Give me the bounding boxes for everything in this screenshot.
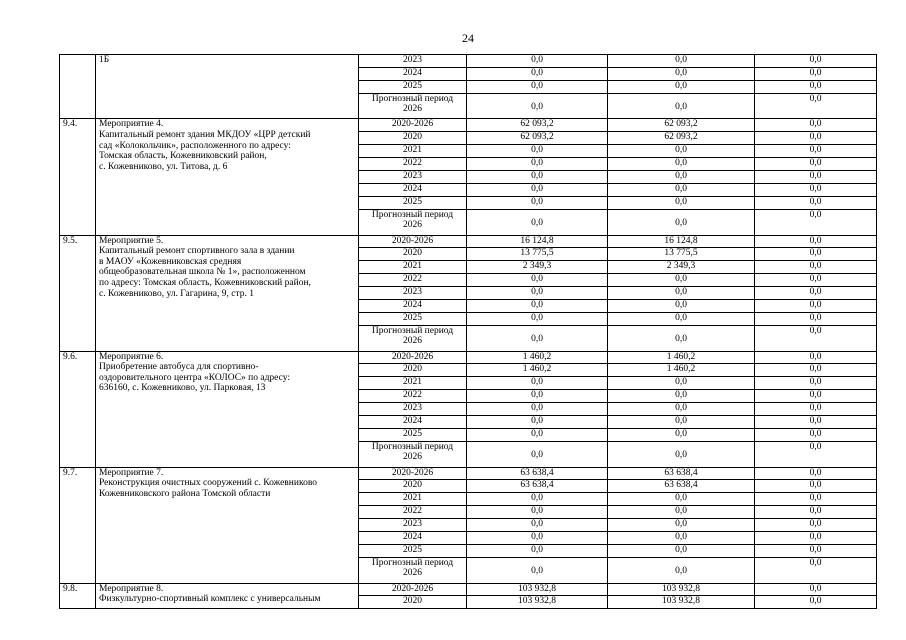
other-value-cell: 0,0 (755, 183, 877, 196)
table-row (60, 583, 877, 596)
period-cell: 2022 (359, 158, 467, 171)
budget-table-body (60, 55, 877, 609)
total-value-cell: 0,0 (467, 55, 608, 68)
local-budget-value-cell: 62 093,2 (608, 132, 755, 145)
total-value-cell: 0,0 (467, 171, 608, 184)
total-value-cell: 0,0 (467, 506, 608, 519)
description-line: Физкультурно-спортивный комплекс с универсальным (99, 594, 321, 605)
other-value-cell: 0,0 (755, 196, 877, 209)
local-budget-value-cell: 0,0 (608, 532, 755, 545)
period-cell: Прогнозный период 2026 (359, 557, 467, 583)
page-number: 24 (462, 31, 474, 45)
total-value-cell: 0,0 (467, 158, 608, 171)
description-line: с. Кожевниково, ул. Гагарина, 9, стр. 1 (99, 288, 254, 299)
other-value-cell: 0,0 (755, 415, 877, 428)
table-row (60, 119, 877, 132)
other-value-cell: 0,0 (755, 377, 877, 390)
period-cell: 2025 (359, 196, 467, 209)
local-budget-value-cell: 0,0 (608, 171, 755, 184)
local-budget-value-cell: 0,0 (608, 287, 755, 300)
period-cell: 2024 (359, 532, 467, 545)
total-value-cell: 62 093,2 (467, 119, 608, 132)
period-cell: 2020 (359, 364, 467, 377)
total-value-cell: 0,0 (467, 274, 608, 287)
total-value-cell: 0,0 (467, 403, 608, 416)
local-budget-value-cell: 0,0 (608, 390, 755, 403)
period-cell: 2020-2026 (359, 119, 467, 132)
description-line: Капитальный ремонт спортивного зала в здании (99, 246, 295, 257)
description-line: с. Кожевниково, ул. Титова, д. 6 (99, 161, 228, 172)
local-budget-value-cell: 13 775,5 (608, 248, 755, 261)
description-line: 1Б (99, 55, 110, 65)
measure-number: 9.5. (60, 235, 96, 351)
measure-number: 9.4. (60, 119, 96, 235)
total-value-cell: 103 932,8 (467, 583, 608, 596)
other-value-cell: 0,0 (755, 158, 877, 171)
total-value-cell: 0,0 (467, 415, 608, 428)
other-value-cell: 0,0 (755, 261, 877, 274)
total-value-cell: 0,0 (467, 145, 608, 158)
measure-number: 9.8. (60, 583, 96, 609)
measure-number (60, 55, 96, 119)
other-value-cell: 0,0 (755, 480, 877, 493)
period-cell: 2024 (359, 299, 467, 312)
total-value-cell: 0,0 (467, 80, 608, 93)
total-value-cell: 0,0 (467, 532, 608, 545)
other-value-cell: 0,0 (755, 299, 877, 312)
total-value-cell: 0,0 (467, 183, 608, 196)
total-value-cell: 0,0 (467, 325, 608, 351)
table-row (60, 467, 877, 480)
total-value-cell: 2 349,3 (467, 261, 608, 274)
local-budget-value-cell: 0,0 (608, 441, 755, 467)
period-cell: 2020-2026 (359, 351, 467, 364)
local-budget-value-cell: 0,0 (608, 158, 755, 171)
local-budget-value-cell: 0,0 (608, 299, 755, 312)
other-value-cell: 0,0 (755, 390, 877, 403)
period-cell: Прогнозный период 2026 (359, 93, 467, 119)
other-value-cell: 0,0 (755, 145, 877, 158)
table-row (60, 235, 877, 248)
other-value-cell: 0,0 (755, 235, 877, 248)
local-budget-value-cell: 0,0 (608, 415, 755, 428)
period-cell: 2025 (359, 80, 467, 93)
local-budget-value-cell: 2 349,3 (608, 261, 755, 274)
measure-description (96, 467, 359, 583)
other-value-cell: 0,0 (755, 557, 877, 583)
period-cell: 2025 (359, 428, 467, 441)
other-value-cell: 0,0 (755, 248, 877, 261)
local-budget-value-cell: 0,0 (608, 145, 755, 158)
description-line: Капитальный ремонт здания МКДОУ «ЦРР детский (99, 130, 311, 141)
local-budget-value-cell: 1 460,2 (608, 351, 755, 364)
total-value-cell: 0,0 (467, 544, 608, 557)
description-line: Мероприятие 5. (99, 235, 164, 246)
total-value-cell: 63 638,4 (467, 480, 608, 493)
other-value-cell: 0,0 (755, 209, 877, 235)
period-cell: 2021 (359, 493, 467, 506)
local-budget-value-cell: 16 124,8 (608, 235, 755, 248)
local-budget-value-cell: 103 932,8 (608, 596, 755, 609)
other-value-cell: 0,0 (755, 55, 877, 68)
total-value-cell: 0,0 (467, 93, 608, 119)
other-value-cell: 0,0 (755, 493, 877, 506)
description-line: Мероприятие 7. (99, 467, 164, 478)
total-value-cell: 0,0 (467, 390, 608, 403)
other-value-cell: 0,0 (755, 583, 877, 596)
table-row (60, 351, 877, 364)
total-value-cell: 0,0 (467, 287, 608, 300)
measure-description (96, 351, 359, 467)
period-cell: 2024 (359, 183, 467, 196)
other-value-cell: 0,0 (755, 287, 877, 300)
local-budget-value-cell: 0,0 (608, 403, 755, 416)
total-value-cell: 0,0 (467, 209, 608, 235)
total-value-cell: 0,0 (467, 441, 608, 467)
description-line: Реконструкция очистных сооружений с. Кожевниково (99, 478, 318, 489)
total-value-cell: 62 093,2 (467, 132, 608, 145)
local-budget-value-cell: 0,0 (608, 325, 755, 351)
period-cell: 2022 (359, 274, 467, 287)
period-cell: 2023 (359, 287, 467, 300)
total-value-cell: 0,0 (467, 428, 608, 441)
description-line: Мероприятие 4. (99, 119, 164, 130)
description-line: сад «Колокольчик», расположенного по адресу: (99, 140, 291, 151)
period-cell: 2020 (359, 248, 467, 261)
total-value-cell: 0,0 (467, 312, 608, 325)
period-cell: 2023 (359, 171, 467, 184)
period-cell: 2021 (359, 261, 467, 274)
measure-description (96, 55, 359, 119)
local-budget-value-cell: 0,0 (608, 493, 755, 506)
description-line: по адресу: Томская область, Кожевниковский район, (99, 278, 311, 288)
description-line: Мероприятие 6. (99, 351, 164, 362)
local-budget-value-cell: 63 638,4 (608, 467, 755, 480)
local-budget-value-cell: 0,0 (608, 506, 755, 519)
description-line: оздоровительного центра «КОЛОС» по адресу: (99, 372, 290, 383)
period-cell: 2020-2026 (359, 583, 467, 596)
period-cell: Прогнозный период 2026 (359, 441, 467, 467)
period-cell: 2020 (359, 480, 467, 493)
description-line: Томская область, Кожевниковский район, (99, 151, 267, 162)
local-budget-value-cell: 0,0 (608, 312, 755, 325)
other-value-cell: 0,0 (755, 441, 877, 467)
description-line: Кожевниковского района Томской области (99, 488, 271, 499)
measure-number: 9.7. (60, 467, 96, 583)
local-budget-value-cell: 0,0 (608, 209, 755, 235)
total-value-cell: 13 775,5 (467, 248, 608, 261)
period-cell: 2020 (359, 596, 467, 609)
measure-description (96, 583, 359, 609)
period-cell: 2021 (359, 377, 467, 390)
total-value-cell: 0,0 (467, 196, 608, 209)
total-value-cell: 0,0 (467, 299, 608, 312)
period-cell: 2023 (359, 55, 467, 68)
measure-description (96, 235, 359, 351)
total-value-cell: 0,0 (467, 493, 608, 506)
local-budget-value-cell: 0,0 (608, 80, 755, 93)
description-line: Мероприятие 8. (99, 583, 164, 594)
measure-description (96, 119, 359, 235)
total-value-cell: 0,0 (467, 67, 608, 80)
total-value-cell: 63 638,4 (467, 467, 608, 480)
total-value-cell: 0,0 (467, 377, 608, 390)
other-value-cell: 0,0 (755, 67, 877, 80)
local-budget-value-cell: 0,0 (608, 519, 755, 532)
measure-number: 9.6. (60, 351, 96, 467)
period-cell: 2024 (359, 415, 467, 428)
total-value-cell: 1 460,2 (467, 351, 608, 364)
total-value-cell: 16 124,8 (467, 235, 608, 248)
local-budget-value-cell: 0,0 (608, 274, 755, 287)
period-cell: 2024 (359, 67, 467, 80)
total-value-cell: 1 460,2 (467, 364, 608, 377)
other-value-cell: 0,0 (755, 274, 877, 287)
local-budget-value-cell: 0,0 (608, 557, 755, 583)
local-budget-value-cell: 0,0 (608, 196, 755, 209)
budget-table (59, 54, 877, 609)
other-value-cell: 0,0 (755, 596, 877, 609)
period-cell: 2023 (359, 519, 467, 532)
table-row (60, 55, 877, 68)
description-line: общеобразовательная школа № 1», расположенном (99, 267, 306, 278)
period-cell: 2021 (359, 145, 467, 158)
period-cell: 2023 (359, 403, 467, 416)
period-cell: 2020 (359, 132, 467, 145)
local-budget-value-cell: 0,0 (608, 183, 755, 196)
total-value-cell: 0,0 (467, 557, 608, 583)
period-cell: 2020-2026 (359, 467, 467, 480)
total-value-cell: 0,0 (467, 519, 608, 532)
other-value-cell: 0,0 (755, 403, 877, 416)
other-value-cell: 0,0 (755, 364, 877, 377)
local-budget-value-cell: 103 932,8 (608, 583, 755, 596)
local-budget-value-cell: 63 638,4 (608, 480, 755, 493)
period-cell: Прогнозный период 2026 (359, 209, 467, 235)
other-value-cell: 0,0 (755, 171, 877, 184)
period-cell: Прогнозный период 2026 (359, 325, 467, 351)
local-budget-value-cell: 0,0 (608, 55, 755, 68)
other-value-cell: 0,0 (755, 428, 877, 441)
other-value-cell: 0,0 (755, 506, 877, 519)
local-budget-value-cell: 0,0 (608, 428, 755, 441)
total-value-cell: 103 932,8 (467, 596, 608, 609)
period-cell: 2022 (359, 506, 467, 519)
local-budget-value-cell: 0,0 (608, 93, 755, 119)
description-line: 636160, с. Кожевниково, ул. Парковая, 13 (99, 383, 266, 394)
local-budget-value-cell: 0,0 (608, 544, 755, 557)
other-value-cell: 0,0 (755, 467, 877, 480)
other-value-cell: 0,0 (755, 80, 877, 93)
other-value-cell: 0,0 (755, 519, 877, 532)
other-value-cell: 0,0 (755, 132, 877, 145)
description-line: Приобретение автобуса для спортивно- (99, 362, 259, 373)
other-value-cell: 0,0 (755, 351, 877, 364)
other-value-cell: 0,0 (755, 119, 877, 132)
other-value-cell: 0,0 (755, 532, 877, 545)
description-line: в МАОУ «Кожевниковская средняя (99, 256, 242, 267)
period-cell: 2025 (359, 544, 467, 557)
other-value-cell: 0,0 (755, 544, 877, 557)
other-value-cell: 0,0 (755, 93, 877, 119)
other-value-cell: 0,0 (755, 325, 877, 351)
period-cell: 2020-2026 (359, 235, 467, 248)
period-cell: 2025 (359, 312, 467, 325)
local-budget-value-cell: 0,0 (608, 377, 755, 390)
local-budget-value-cell: 1 460,2 (608, 364, 755, 377)
other-value-cell: 0,0 (755, 312, 877, 325)
period-cell: 2022 (359, 390, 467, 403)
local-budget-value-cell: 62 093,2 (608, 119, 755, 132)
local-budget-value-cell: 0,0 (608, 67, 755, 80)
